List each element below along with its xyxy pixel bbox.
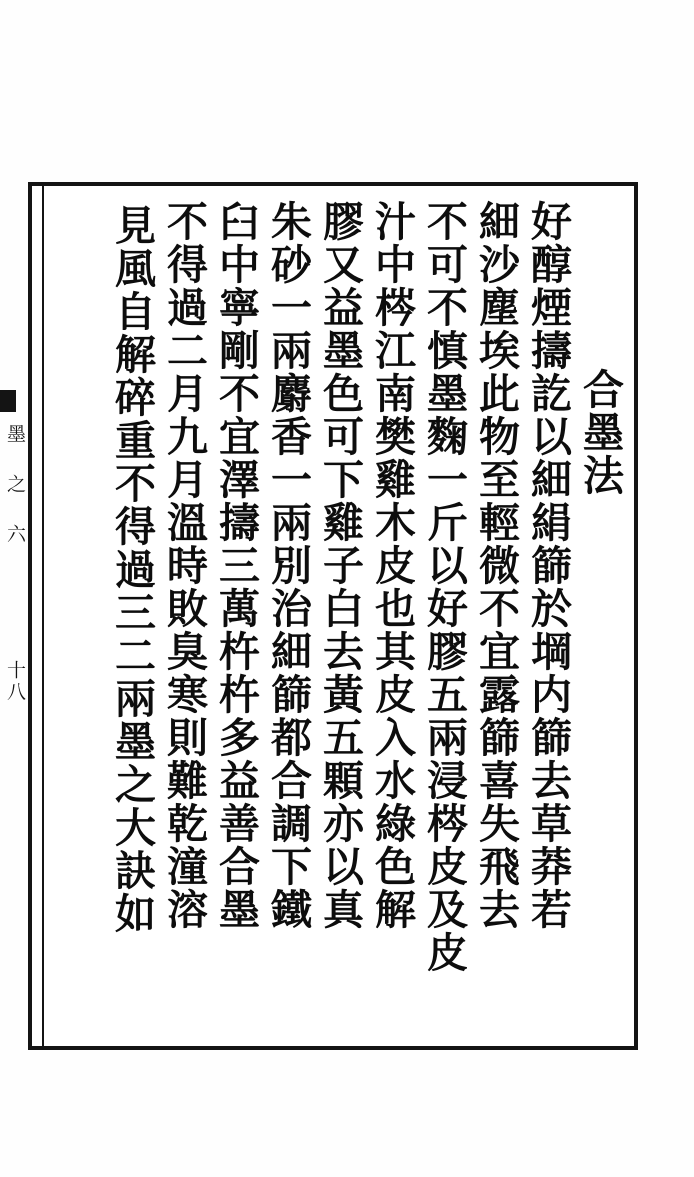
edge-mark-3: 六 [4, 524, 26, 547]
text-column-4: 汁中梣江南樊雞木皮也其皮入水綠色解 [368, 200, 416, 931]
text-column-7: 臼中寧剛不宜澤擣三萬杵杵多益善合墨 [212, 200, 260, 931]
edge-mark-2: 之 [4, 474, 26, 497]
text-column-1: 好醇煙擣訖以細絹篩於堈内篩去草莽若 [524, 200, 572, 931]
text-column-3: 不可不慎墨麴一斤以好膠五兩浸梣皮及皮 [420, 200, 468, 974]
page-number: 十八 [4, 660, 26, 704]
fore-edge-marks [0, 390, 26, 650]
frame-inner-rule [42, 186, 44, 1046]
text-column-8: 不得過二月九月溫時敗臭寒則難乾潼溶 [160, 200, 208, 931]
text-column-9: 見風自解碎重不得過三二兩墨之大訣如 [108, 204, 156, 935]
text-frame [28, 182, 638, 1050]
fish-tail-mark [0, 390, 16, 412]
text-column-2: 細沙塵埃此物至輕微不宜露篩喜失飛去 [472, 200, 520, 931]
edge-mark-1: 墨 [4, 424, 26, 447]
section-heading: 合墨法 [576, 368, 624, 497]
text-column-5: 膠又益墨色可下雞子白去黃五顆亦以真 [316, 200, 364, 931]
vertical-text-body [54, 192, 628, 1040]
text-column-6: 朱砂一兩麝香一兩別治細篩都合調下鐵 [264, 200, 312, 931]
